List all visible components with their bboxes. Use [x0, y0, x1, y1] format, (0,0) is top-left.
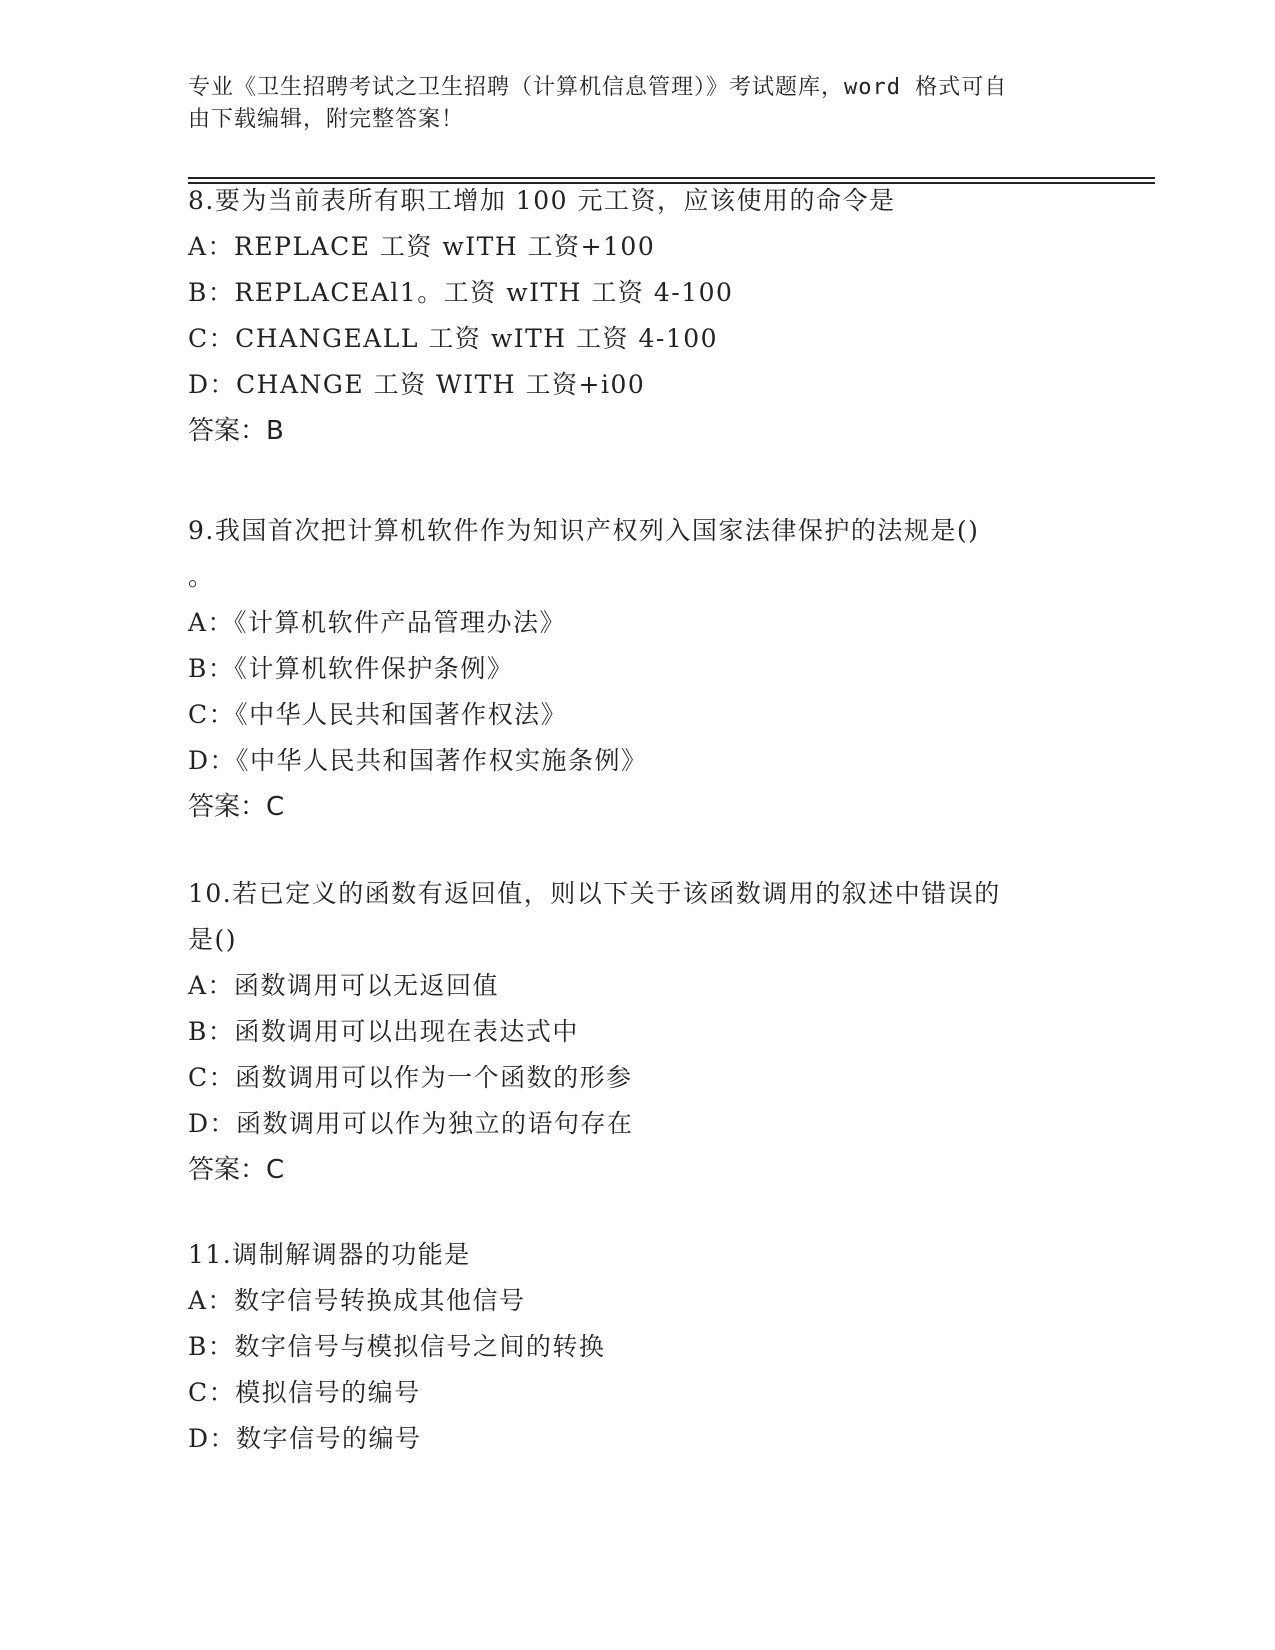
question-9 [188, 508, 1088, 830]
question-stem: 10.若已定义的函数有返回值，则以下关于该函数调用的叙述中错误的 是() [188, 879, 1001, 954]
question-stem: 11.调制解调器的功能是 [188, 1240, 471, 1269]
question-stem: 8.要为当前表所有职工增加 100 元工资，应该使用的命令是 [188, 186, 896, 215]
question-11 [188, 1232, 1088, 1462]
option-a: A：《计算机软件产品管理办法》 [188, 608, 567, 637]
option-b: B：REPLACEAl1。工资 wITH 工资 4-100 [188, 278, 734, 307]
option-c: C：模拟信号的编号 [188, 1378, 421, 1407]
option-c: C：《中华人民共和国著作权法》 [188, 700, 568, 729]
option-d: D：CHANGE 工资 WITH 工资+i00 [188, 370, 646, 399]
question-10 [188, 871, 1088, 1193]
answer: 答案：C [188, 1155, 285, 1185]
option-a: A：REPLACE 工资 wITH 工资+100 [188, 232, 656, 261]
option-c: C：函数调用可以作为一个函数的形参 [188, 1063, 633, 1092]
option-b: B：数字信号与模拟信号之间的转换 [188, 1332, 606, 1361]
answer: 答案：C [188, 792, 285, 822]
option-a: A：数字信号转换成其他信号 [188, 1286, 526, 1315]
answer: 答案：B [188, 416, 284, 446]
option-d: D：函数调用可以作为独立的语句存在 [188, 1109, 634, 1138]
option-c: C：CHANGEALL 工资 wITH 工资 4-100 [188, 324, 719, 353]
option-a: A：函数调用可以无返回值 [188, 971, 500, 1000]
option-d: D：数字信号的编号 [188, 1424, 422, 1453]
option-b: B：《计算机软件保护条例》 [188, 654, 514, 683]
option-d: D：《中华人民共和国著作权实施条例》 [188, 746, 648, 775]
option-b: B：函数调用可以出现在表达式中 [188, 1017, 579, 1046]
question-stem: 9.我国首次把计算机软件作为知识产权列入国家法律保护的法规是() 。 [188, 516, 980, 591]
document-header [188, 72, 1088, 136]
header-line-2: 由下载编辑，附完整答案！ [188, 107, 465, 132]
header-line-1: 专业《卫生招聘考试之卫生招聘（计算机信息管理）》考试题库，word 格式可自 [188, 75, 1008, 100]
question-8 [188, 178, 1088, 454]
